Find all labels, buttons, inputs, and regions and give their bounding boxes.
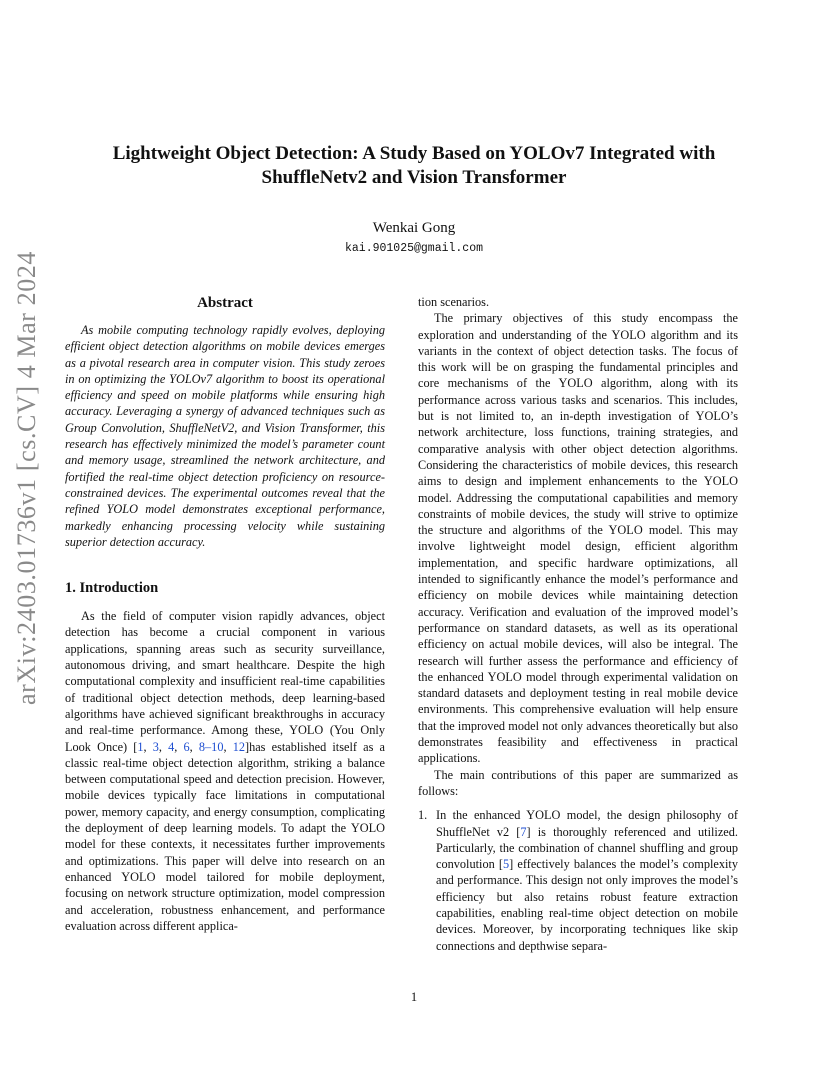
paper-title: Lightweight Object Detection: A Study Based on YOLOv7 Integrated with ShuffleNetv2 and Vision Transformer — [112, 143, 716, 188]
citation-link[interactable]: 12 — [232, 739, 245, 754]
intro-paragraph-2: The primary objectives of this study encompass the exploration and understanding of the YOLO algorithm and its variants in the context of object detection tasks. The focus of this work will be on grasping the fundamental principles and core mechanisms of the YOLO algorithm, along with its performance across various tasks and scenarios. This includes, but is not limited to, an in-depth investigation of YOLO’s network architecture, loss functions, training strategies, and comparative analysis with other object detection algorithms. Considering the characteristics of mobile devices, this research aims to design and implement enhancements to the YOLO model. Addressing the computational capabilities and memory constraints of mobile devices, the study will strive to optimize the structure and algorithms of the YOLO model. This may involve lightweight model design, efficient algorithm implementation, and specific hardware optimizations, all intended to significantly enhance the model’s performance and efficiency on mobile devices while maintaining detection accuracy. Verification and evaluation of the improved model’s performance on standard datasets, as well as its operational efficiency on actual mobile devices, will also be integral. The research will further assess the performance and efficiency of the enhanced YOLO model through experimental validation on standard datasets and deployment testing in real mobile device environments. This comprehensive evaluation will help ensure that the improved model not only advances theoretically but also demonstrates feasibility and effectiveness in practical applications. — [418, 311, 738, 766]
list-item-text-a: In the enhanced YOLO model, the design philosophy of ShuffleNet v2 [ — [436, 808, 738, 839]
citation-link[interactable]: 7 — [520, 824, 527, 839]
intro-p1-text-a: As the field of computer vision rapidly advances, object detection has become a crucial component in various applications, spanning areas such as security surveillance, autonomous driving, and smart healthcare. Despite the high computational complexity and insufficient real-time capabilities of traditional object detection methods, deep learning-based algorithms have achieved significant breakthroughs in accuracy and real-time performance. Among these, YOLO (You Only Look Once) [ — [65, 609, 385, 754]
list-item-text-c: ] effectively balances the model’s complexity and performance. This design not only improves the model’s efficiency but also retains robust feature extraction capabilities, enabling real-time object detection on mobile devices. Moreover, by incorporating techniques like skip connections and depthwise separa- — [436, 857, 738, 953]
citation-link[interactable]: 5 — [503, 857, 510, 872]
left-column — [65, 294, 385, 934]
contributions-list — [418, 807, 738, 954]
citation-link[interactable]: 3 — [152, 739, 159, 754]
citation-link[interactable]: 6 — [183, 739, 190, 754]
abstract-heading: Abstract — [197, 295, 253, 311]
abstract-text: As mobile computing technology rapidly evolves, deploying efficient object detection algorithms on mobile devices emerges as a pivotal research area in computer vision. This study zeroes in on optimizing the YOLOv7 algorithm to boost its operational efficiency and speed on mobile platforms while ensuring high accuracy. Leveraging a synergy of advanced techniques such as Group Convolution, ShuffleNetV2, and Vision Transformer, this research has effectively minimized the model’s parameter count and memory usage, streamlined the network architecture, and fortified the real-time object detection proficiency on resource-constrained devices. The experimental outcomes reveal that the refined YOLO model demonstrates exceptional performance, markedly enhancing processing velocity while sustaining superior detection accuracy. — [65, 323, 385, 549]
list-item-text-b: ] is thoroughly referenced and utilized. Particularly, the combination of channel shuffling and group convolution [ — [436, 824, 738, 872]
intro-paragraph-1-continued: tion scenarios. — [418, 295, 490, 309]
right-column — [418, 294, 738, 954]
list-item-number: 1. — [418, 808, 428, 823]
list-item — [418, 807, 738, 954]
citation-link[interactable]: 8–10 — [198, 739, 224, 754]
citation-link[interactable]: 4 — [168, 739, 175, 754]
arxiv-identifier-stamp: arXiv:2403.01736v1 [cs.CV] 4 Mar 2024 — [12, 250, 41, 705]
author-name: Wenkai Gong — [372, 220, 456, 236]
page-number: 1 — [410, 990, 418, 1004]
citation-link[interactable]: 1 — [137, 739, 144, 754]
author-email: kai.901025@gmail.com — [344, 242, 484, 255]
section-heading-introduction: 1. Introduction — [65, 580, 159, 597]
intro-paragraph-1: As the field of computer vision rapidly advances, object detection has become a crucial component in various applications, spanning areas such as security surveillance, autonomous driving, and smart healthcare. Despite the high computational complexity and insufficient real-time capabilities of traditional object detection methods, deep learning-based algorithms have achieved significant breakthroughs in accuracy and real-time performance. Among these, YOLO (You Only Look Once) [1, 3, 4, 6, 8–10, 12]has established itself as a classic real-time object detection algorithm, striking a balance between computational speed and detection precision. However, mobile devices typically face limitations in computational power, memory capacity, and energy consumption, complicating the deployment of deep learning models. To adapt the YOLO model for these contexts, it necessitates further improvements and optimizations. This paper will delve into research on an enhanced YOLO model tailored for mobile deployment, focusing on network structure optimization, model compression and acceleration, robustness enhancement, and performance evaluation across different applica- — [65, 609, 385, 933]
intro-p1-text-b: ]has established itself as a classic real-time object detection algorithm, striking a balance between computational speed and detection precision. However, mobile devices typically face limitations in computational power, memory capacity, and energy consumption, complicating the deployment of deep learning models. To adapt the YOLO model for these contexts, it necessitates further improvements and optimizations. This paper will delve into research on an enhanced YOLO model tailored for mobile deployment, focusing on network structure optimization, model compression and acceleration, robustness enhancement, and performance evaluation across different applica- — [65, 739, 385, 933]
intro-paragraph-3: The main contributions of this paper are summarized as follows: — [418, 767, 738, 798]
